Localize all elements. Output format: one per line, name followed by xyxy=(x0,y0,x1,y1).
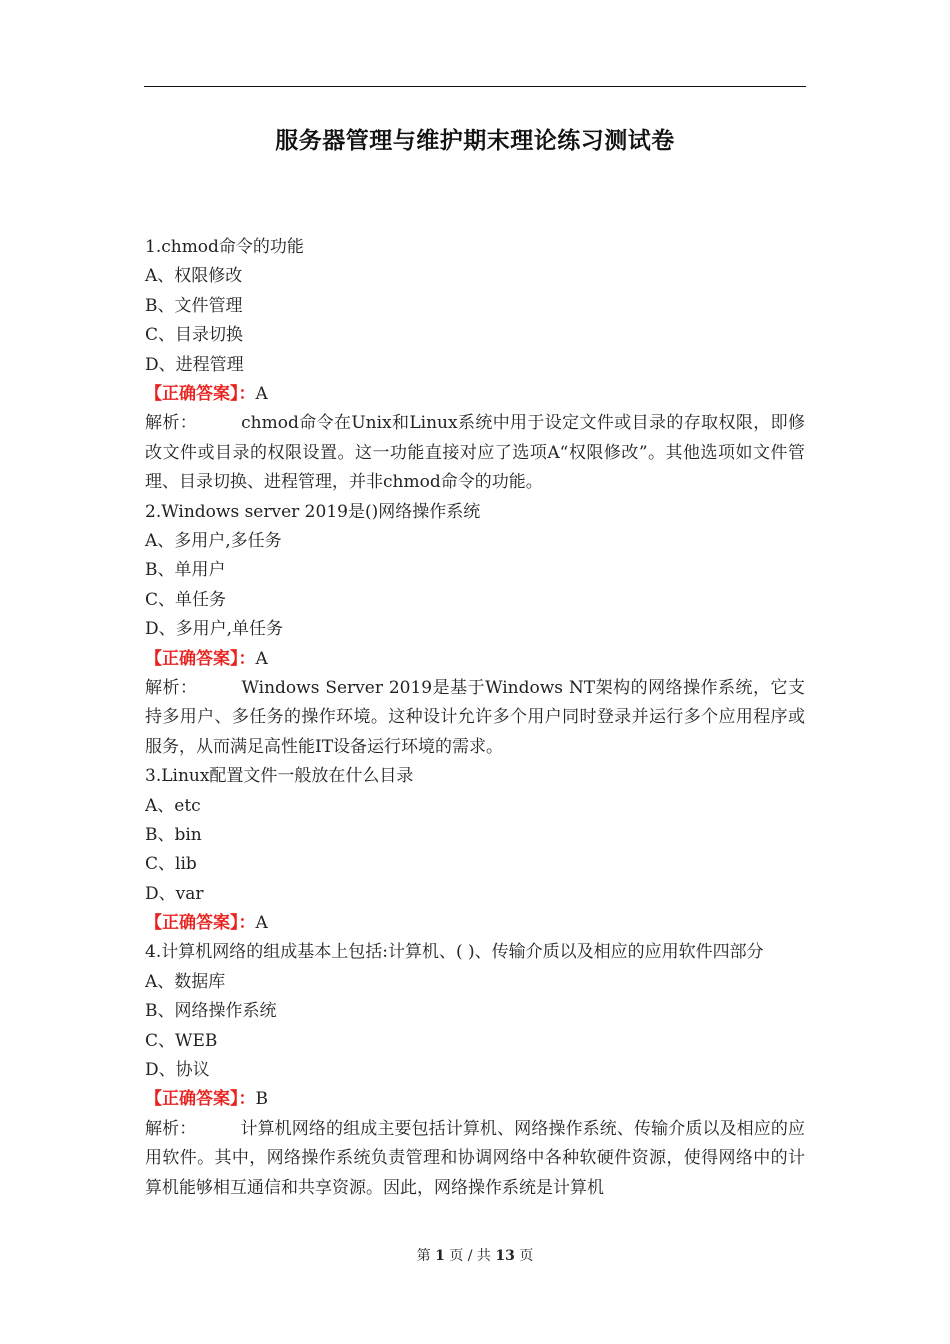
question-stem: 4.计算机网络的组成基本上包括:计算机、( )、传输介质以及相应的应用软件四部分 xyxy=(145,942,764,963)
header-rule xyxy=(144,86,806,87)
option-a: A、权限修改 xyxy=(145,266,243,287)
current-page: 1 xyxy=(435,1248,445,1264)
question-3 xyxy=(145,762,805,938)
option-b: B、bin xyxy=(145,824,202,845)
footer-middle: 页 / 共 xyxy=(449,1248,491,1264)
question-stem: 1.chmod命令的功能 xyxy=(145,237,304,257)
question-stem: 3.Linux配置文件一般放在什么目录 xyxy=(145,766,414,787)
option-b: B、文件管理 xyxy=(145,295,243,316)
correct-answer xyxy=(145,1085,805,1114)
total-pages: 13 xyxy=(495,1248,515,1264)
page-footer xyxy=(0,1245,950,1265)
option-a: A、etc xyxy=(145,795,201,816)
analysis-label: 解析： xyxy=(145,413,198,434)
analysis-text: Windows Server 2019是基于Windows NT架构的网络操作系统，它支持多用户、多任务的操作环境。这种设计允许多个用户同时登录并运行多个应用程序或服务，从而满足高性能IT设备运行环境的需求。 xyxy=(145,677,806,757)
correct-answer xyxy=(145,380,805,409)
option-c: C、lib xyxy=(145,854,197,875)
correct-answer xyxy=(145,645,805,674)
answer-label: 【正确答案】： xyxy=(145,383,256,404)
option-a: A、数据库 xyxy=(145,971,226,992)
option-b: B、单用户 xyxy=(145,560,226,581)
footer-prefix: 第 xyxy=(416,1248,431,1264)
question-4 xyxy=(145,938,805,1203)
analysis xyxy=(145,409,805,497)
option-a: A、多用户,多任务 xyxy=(145,530,282,551)
question-2 xyxy=(145,498,805,763)
analysis-label: 解析： xyxy=(145,1118,197,1139)
option-d: D、多用户,单任务 xyxy=(145,619,284,640)
analysis-text: chmod命令在Unix和Linux系统中用于设定文件或目录的存取权限，即修改文件或目录的权限设置。这一功能直接对应了选项A“权限修改”。其他选项如文件管理、目录切换、进程管理，并非chmod命令的功能。 xyxy=(145,413,806,493)
answer-label: 【正确答案】： xyxy=(145,648,256,669)
answer-value: A xyxy=(255,648,268,669)
analysis xyxy=(145,1115,805,1203)
answer-label: 【正确答案】： xyxy=(145,913,256,934)
option-d: D、进程管理 xyxy=(145,354,244,375)
analysis-text: 计算机网络的组成主要包括计算机、网络操作系统、传输介质以及相应的应用软件。其中，网络操作系统负责管理和协调网络中各种软硬件资源，使得网络中的计算机能够相互通信和共享资源。因此，网络操作系统是计算机 xyxy=(145,1118,806,1198)
question-list xyxy=(145,233,805,1203)
option-b: B、网络操作系统 xyxy=(145,1001,277,1022)
analysis xyxy=(145,674,805,762)
answer-value: A xyxy=(255,383,268,404)
analysis-label: 解析： xyxy=(145,677,198,698)
footer-suffix: 页 xyxy=(519,1248,534,1264)
question-stem: 2.Windows server 2019是()网络操作系统 xyxy=(145,501,481,522)
correct-answer xyxy=(145,909,805,938)
document-title: 服务器管理与维护期末理论练习测试卷 xyxy=(275,127,675,154)
option-d: D、var xyxy=(145,883,204,904)
answer-value: B xyxy=(255,1089,268,1110)
option-d: D、协议 xyxy=(145,1060,210,1081)
answer-label: 【正确答案】： xyxy=(145,1089,256,1110)
option-c: C、单任务 xyxy=(145,589,227,610)
option-c: C、目录切换 xyxy=(145,325,244,346)
option-c: C、WEB xyxy=(145,1030,218,1051)
question-1 xyxy=(145,233,805,498)
answer-value: A xyxy=(255,913,268,934)
